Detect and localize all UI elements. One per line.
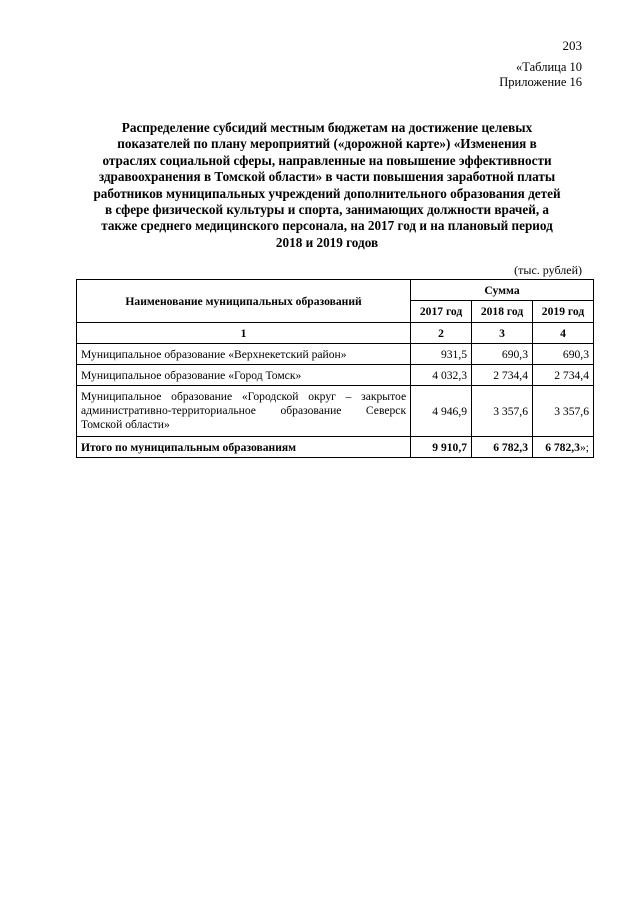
header-year-2019: 2019 год bbox=[533, 301, 594, 323]
value-2017: 931,5 bbox=[411, 344, 472, 365]
table-row bbox=[77, 386, 594, 437]
header-municipality: Наименование муниципальных образований bbox=[77, 280, 411, 323]
value-2017: 4 032,3 bbox=[411, 365, 472, 386]
table-total-row bbox=[77, 437, 594, 458]
header-year-2018: 2018 год bbox=[472, 301, 533, 323]
document-title bbox=[70, 120, 584, 251]
column-numbers-row bbox=[77, 323, 594, 344]
title-line: также среднего медицинского персонала, на 2017 год и на плановый период bbox=[101, 218, 553, 234]
municipality-name: Муниципальное образование «Город Томск» bbox=[77, 365, 411, 386]
value-2019: 3 357,6 bbox=[533, 386, 594, 437]
title-line: в сфере физической культуры и спорта, занимающих должности врачей, а bbox=[104, 202, 550, 218]
total-label: Итого по муниципальным образованиям bbox=[77, 437, 411, 458]
value-2018: 2 734,4 bbox=[472, 365, 533, 386]
header-year-2017: 2017 год bbox=[411, 301, 472, 323]
annex-label bbox=[499, 60, 582, 90]
municipality-name: Муниципальное образование «Верхнекетский район» bbox=[77, 344, 411, 365]
total-2018: 6 782,3 bbox=[472, 437, 533, 458]
value-2018: 3 357,6 bbox=[472, 386, 533, 437]
column-number: 3 bbox=[472, 323, 533, 344]
subsidy-table bbox=[76, 279, 594, 458]
title-line: Распределение субсидий местным бюджетам на достижение целевых bbox=[121, 120, 533, 135]
value-2018: 690,3 bbox=[472, 344, 533, 365]
table-row bbox=[77, 365, 594, 386]
total-2019: 6 782,3 bbox=[545, 440, 580, 454]
units-label: (тыс. рублей) bbox=[514, 263, 582, 277]
total-2017: 9 910,7 bbox=[411, 437, 472, 458]
column-number: 2 bbox=[411, 323, 472, 344]
page-number: 203 bbox=[562, 38, 582, 53]
total-2019-cell bbox=[533, 437, 594, 458]
title-line: показателей по плану мероприятий («дорожной карте») «Изменения в bbox=[117, 136, 537, 152]
value-2019: 690,3 bbox=[533, 344, 594, 365]
title-line: здравоохранения в Томской области» в части повышения заработной платы bbox=[98, 169, 556, 185]
title-line: отраслях социальной сферы, направленные на повышение эффективности bbox=[102, 152, 552, 168]
title-line: работников муниципальных учреждений дополнительного образования детей bbox=[93, 185, 561, 201]
value-2019: 2 734,4 bbox=[533, 365, 594, 386]
title-line: 2018 и 2019 годов bbox=[275, 234, 379, 250]
annex-table-label: «Таблица 10 bbox=[516, 60, 582, 74]
value-2017: 4 946,9 bbox=[411, 386, 472, 437]
table-header-row bbox=[77, 280, 594, 301]
header-sum: Сумма bbox=[411, 280, 594, 301]
column-number: 1 bbox=[77, 323, 411, 344]
column-number: 4 bbox=[533, 323, 594, 344]
municipality-name: Муниципальное образование «Городской округ – закрытое административно-территориальное образование Северск Томской области» bbox=[77, 386, 411, 437]
table-row bbox=[77, 344, 594, 365]
annex-appendix-label: Приложение 16 bbox=[499, 75, 582, 89]
closing-quote-mark: »; bbox=[579, 440, 589, 454]
